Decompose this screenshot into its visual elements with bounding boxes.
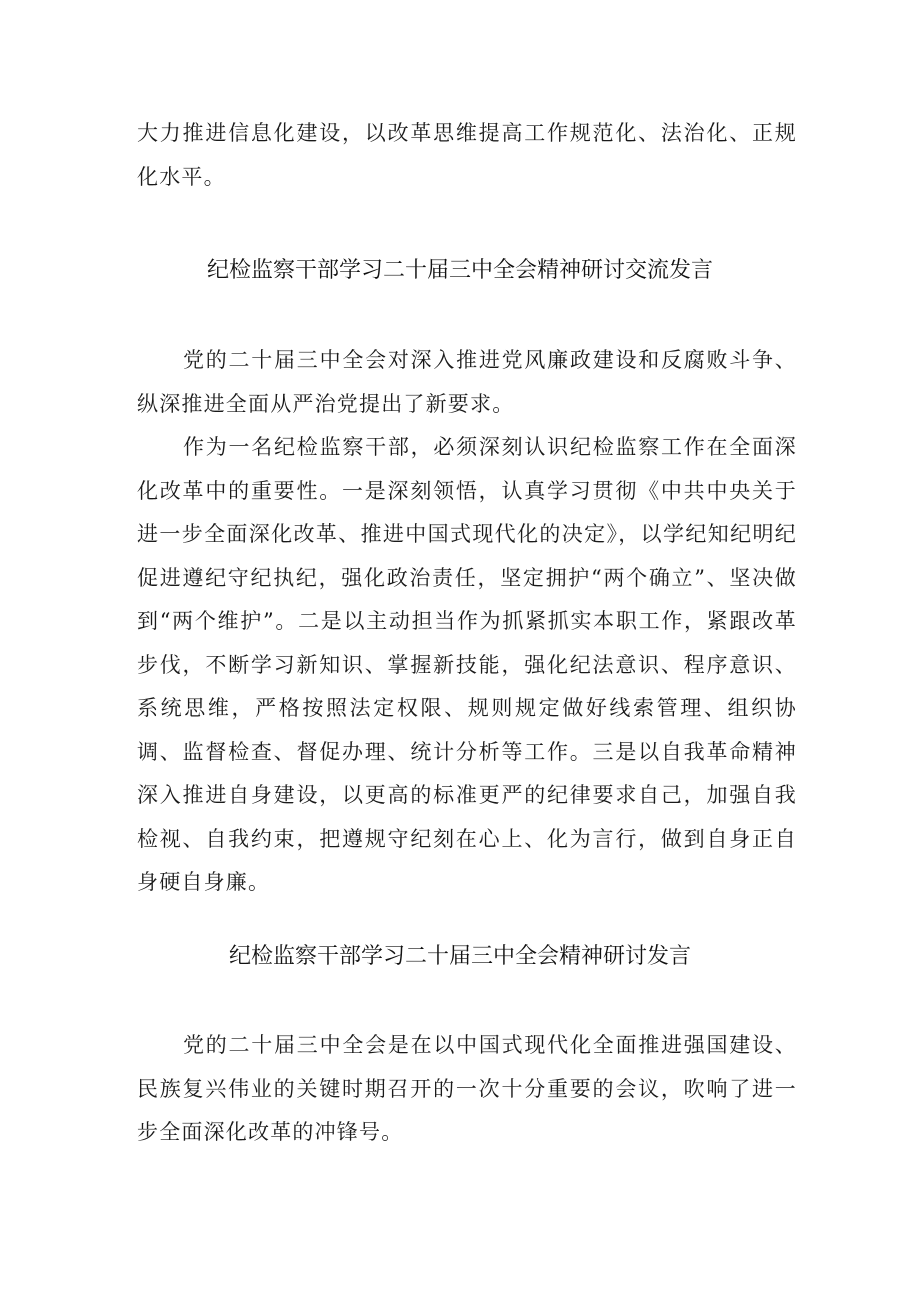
section-heading: 纪检监察干部学习二十届三中全会精神研讨发言 [228,944,691,969]
body-paragraph: 大力推进信息化建设，以改革思维提高工作规范化、法治化、正规化水平。 [137,121,797,189]
body-paragraph: 作为一名纪检监察干部，必须深刻认识纪检监察工作在全面深化改革中的重要性。一是深刻领悟，认真学习贯彻《中共中央关于进一步全面深化改革、推进中国式现代化的决定》，以学纪知纪明纪促进遵纪守纪执纪，强化政治责任，坚定拥护“两个确立”、坚决做到“两个维护”。二是以主动担当作为抓紧抓实本职工作，紧跟改革步伐，不断学习新知识、掌握新技能，强化纪法意识、程序意识、系统思维，严格按照法定权限、规则规定做好线索管理、组织协调、监督检查、督促办理、统计分析等工作。三是以自我革命精神深入推进自身建设，以更高的标准更严的纪律要求自己，加强自我检视、自我约束，把遵规守纪刻在心上、化为言行，做到自身正自身硬自身廉。 [137,435,797,894]
body-paragraph: 党的二十届三中全会对深入推进党风廉政建设和反腐败斗争、纵深推进全面从严治党提出了新要求。 [137,348,797,416]
section-heading: 纪检监察干部学习二十届三中全会精神研讨交流发言 [206,258,713,283]
body-paragraph: 党的二十届三中全会是在以中国式现代化全面推进强国建设、民族复兴伟业的关键时期召开的一次十分重要的会议，吹响了进一步全面深化改革的冲锋号。 [137,1033,797,1144]
